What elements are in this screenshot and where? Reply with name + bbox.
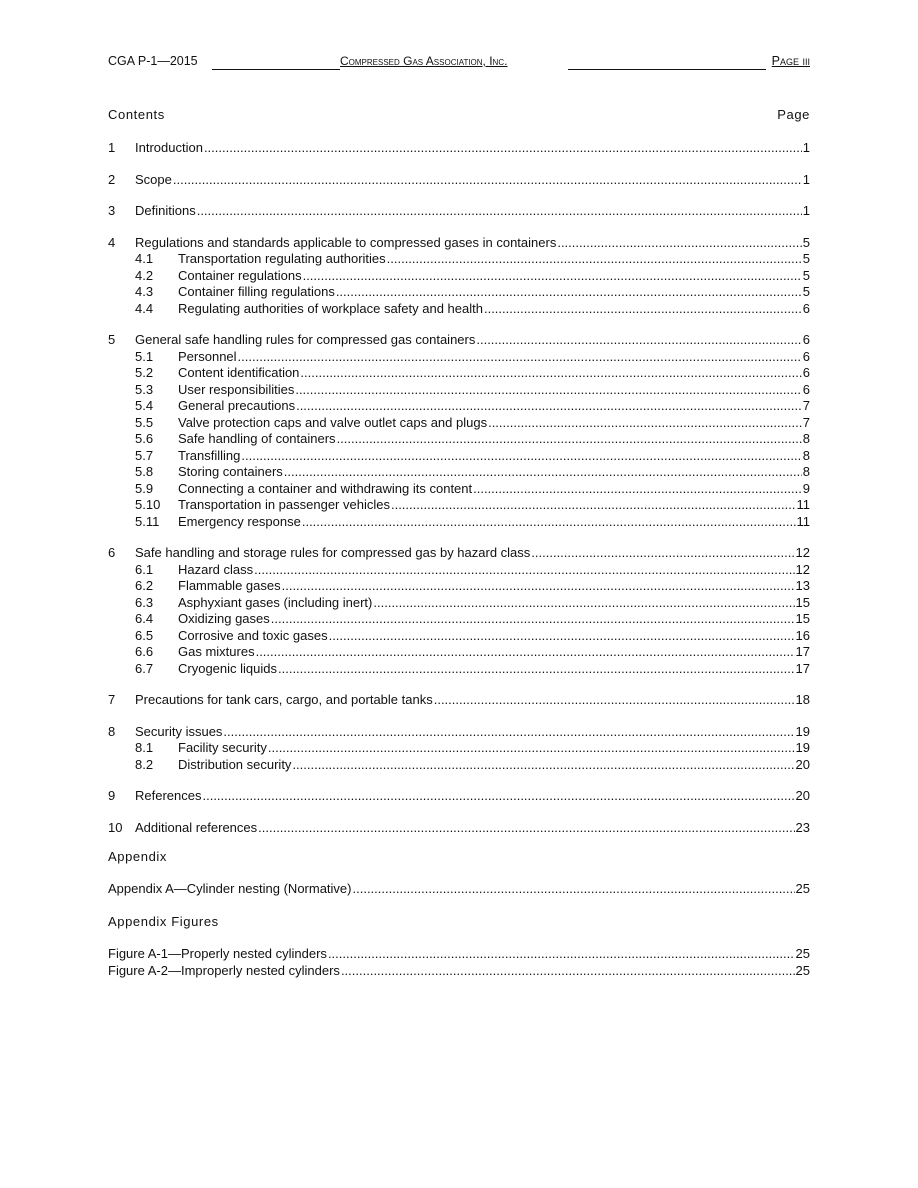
- toc-entry-page: 7: [802, 414, 810, 430]
- toc-entry-title: Regulating authorities of workplace safety and health: [178, 300, 483, 316]
- toc-section-group: [108, 545, 810, 677]
- toc-entry-number: 5.8: [135, 464, 154, 479]
- toc-subsection-entry[interactable]: [108, 481, 810, 498]
- toc-subsection-entry[interactable]: [108, 365, 810, 382]
- toc-entry-page: 16: [795, 627, 810, 643]
- appendix-figures-list: [108, 946, 810, 979]
- toc-subsection-entry[interactable]: [108, 578, 810, 595]
- toc-subsection-entry[interactable]: [108, 661, 810, 678]
- toc-entry-title: Introduction: [135, 140, 203, 155]
- toc-entry-title: Safe handling of containers: [178, 431, 336, 446]
- toc-entry-page: 7: [802, 398, 810, 413]
- toc-entry-number: 4.2: [135, 267, 154, 283]
- toc-subsection-entry[interactable]: [108, 448, 810, 465]
- toc-entry-title: Security issues: [135, 723, 223, 739]
- toc-subsection-entry[interactable]: [108, 562, 810, 579]
- toc-entry-number: 5.2: [135, 365, 154, 380]
- dot-leader: [292, 757, 794, 774]
- toc-subsection-entry[interactable]: [108, 740, 810, 757]
- dot-leader: [282, 578, 795, 595]
- toc-entry-page: 25: [795, 946, 810, 961]
- dot-leader: [341, 963, 795, 980]
- toc-entry-page: 5: [802, 267, 810, 283]
- toc-entry-number: 5.11: [135, 513, 160, 529]
- dot-leader: [296, 398, 802, 415]
- dot-leader: [434, 692, 795, 709]
- toc-entry-number: 7: [108, 692, 116, 707]
- toc-entry-page: 15: [795, 594, 810, 610]
- dot-leader: [204, 140, 802, 157]
- dot-leader: [258, 820, 794, 837]
- toc-entry-number: 8.2: [135, 756, 154, 772]
- toc-subsection-entry[interactable]: [108, 611, 810, 628]
- toc-entry-page: 6: [802, 332, 810, 347]
- toc-entry-number: 1: [108, 140, 116, 155]
- toc-entry-page: 18: [795, 692, 810, 707]
- toc-entry-title: Container filling regulations: [178, 284, 335, 299]
- toc-entry-page: 11: [796, 497, 810, 512]
- dot-leader: [300, 365, 801, 382]
- toc-section-group: [108, 692, 810, 709]
- toc-entry-page: 19: [795, 740, 810, 755]
- toc-entry-page: 12: [795, 561, 810, 577]
- toc-section-entry[interactable]: [108, 788, 810, 805]
- toc-subsection-entry[interactable]: [108, 644, 810, 661]
- toc-subsection-entry[interactable]: [108, 514, 810, 531]
- toc-entry-number: 6.1: [135, 561, 154, 577]
- toc-entry-number: 5: [108, 332, 116, 347]
- toc-entry-title: Connecting a container and withdrawing its content: [178, 480, 473, 496]
- toc-entry-page: 19: [795, 723, 810, 739]
- toc-section-group: [108, 332, 810, 530]
- toc-entry-title: Corrosive and toxic gases: [178, 627, 328, 643]
- dot-leader: [197, 203, 802, 220]
- toc-entry-title: Gas mixtures: [178, 644, 255, 659]
- toc-entry-number: 6.2: [135, 578, 154, 593]
- toc-entry-number: 4.3: [135, 284, 154, 299]
- dot-leader: [173, 172, 802, 189]
- toc-entry-page: 6: [802, 300, 810, 316]
- toc-section-group: [108, 235, 810, 318]
- toc-entry-page: 8: [802, 447, 810, 463]
- dot-leader: [387, 251, 802, 268]
- dot-leader: [241, 448, 801, 465]
- toc-entry-title: Storing containers: [178, 464, 283, 479]
- toc-entry-number: 9: [108, 788, 116, 803]
- toc-entry-page: 13: [795, 578, 810, 593]
- toc-entry-title: Flammable gases: [178, 578, 281, 593]
- header-page-number: Page iii: [771, 54, 810, 68]
- toc-entry-page: 5: [802, 284, 810, 299]
- dot-leader: [476, 332, 801, 349]
- toc-entry-title: Figure A-1—Properly nested cylinders: [108, 946, 327, 961]
- toc-subsection-entry[interactable]: [108, 268, 810, 285]
- toc-entry-page: 5: [802, 251, 810, 266]
- dot-leader: [373, 595, 794, 612]
- toc-entry-title: Figure A-2—Improperly nested cylinders: [108, 962, 340, 978]
- toc-entry-title: Regulations and standards applicable to compressed gases in containers: [135, 234, 557, 250]
- toc-entry-title: Precautions for tank cars, cargo, and portable tanks: [135, 692, 433, 707]
- appendix-heading: Appendix: [108, 849, 168, 864]
- dot-leader: [295, 382, 801, 399]
- toc-entry-number: 5.6: [135, 431, 154, 446]
- dot-leader: [284, 464, 802, 481]
- toc-entry-page: 23: [795, 819, 810, 835]
- toc-entry-title: References: [135, 788, 202, 803]
- toc-entry-number: 5.10: [135, 497, 161, 512]
- appendix-figure-entry[interactable]: [108, 946, 810, 963]
- dot-leader: [223, 724, 794, 741]
- toc-section-entry[interactable]: [108, 140, 810, 157]
- toc-heading-label: Contents: [108, 107, 165, 122]
- toc-page-column-label: Page: [777, 107, 810, 122]
- toc-section-group: [108, 724, 810, 774]
- toc-entry-page: 20: [795, 756, 810, 772]
- dot-leader: [238, 349, 802, 366]
- dot-leader: [353, 881, 795, 898]
- toc-entry-page: 20: [795, 788, 810, 803]
- toc-entry-page: 25: [795, 962, 810, 978]
- toc-entry-number: 5.1: [135, 348, 154, 364]
- toc-entry-number: 6: [108, 545, 116, 560]
- toc-entry-page: 1: [802, 140, 810, 155]
- toc-entry-number: 6.3: [135, 594, 154, 610]
- toc-entry-title: Content identification: [178, 365, 300, 380]
- toc-section-group: [108, 172, 810, 189]
- dot-leader: [336, 284, 802, 301]
- toc-entry-title: Emergency response: [178, 513, 301, 529]
- dot-leader: [278, 661, 795, 678]
- header-rule-left: [212, 69, 340, 70]
- toc-entry-page: 6: [802, 381, 810, 397]
- toc-entry-number: 4.1: [135, 251, 154, 266]
- toc-entry-number: 6.5: [135, 627, 154, 643]
- dot-leader: [303, 268, 802, 285]
- toc-subsection-entry[interactable]: [108, 349, 810, 366]
- toc-entry-number: 6.6: [135, 644, 154, 659]
- toc-section-entry[interactable]: [108, 692, 810, 709]
- dot-leader: [302, 514, 796, 531]
- dot-leader: [337, 431, 802, 448]
- toc-entry-number: 8.1: [135, 740, 154, 755]
- dot-leader: [391, 497, 796, 514]
- toc-subsection-entry[interactable]: [108, 415, 810, 432]
- table-of-contents: [108, 140, 810, 851]
- toc-entry-page: 6: [802, 365, 810, 380]
- dot-leader: [202, 788, 794, 805]
- toc-entry-title: Definitions: [135, 203, 196, 218]
- toc-section-entry[interactable]: [108, 203, 810, 220]
- toc-entry-number: 8: [108, 723, 116, 739]
- toc-entry-title: Scope: [135, 171, 172, 187]
- toc-entry-page: 15: [795, 611, 810, 626]
- toc-entry-title: General precautions: [178, 398, 296, 413]
- toc-entry-title: Personnel: [178, 348, 237, 364]
- header-doc-id: CGA P-1—2015: [108, 54, 198, 68]
- toc-subsection-entry[interactable]: [108, 251, 810, 268]
- toc-entry-number: 5.4: [135, 398, 154, 413]
- toc-entry-page: 25: [795, 881, 810, 896]
- toc-entry-page: 1: [802, 171, 810, 187]
- toc-entry-page: 8: [802, 431, 810, 446]
- page-header: [108, 54, 810, 72]
- toc-subsection-entry[interactable]: [108, 301, 810, 318]
- toc-subsection-entry[interactable]: [108, 382, 810, 399]
- toc-section-entry[interactable]: [108, 545, 810, 562]
- toc-section-group: [108, 788, 810, 805]
- toc-entry-title: Transfilling: [178, 447, 241, 463]
- toc-entry-title: Valve protection caps and valve outlet caps and plugs: [178, 414, 488, 430]
- toc-subsection-entry[interactable]: [108, 464, 810, 481]
- toc-entry-title: Container regulations: [178, 267, 302, 283]
- toc-entry-number: 5.5: [135, 414, 154, 430]
- header-organization: Compressed Gas Association, Inc.: [340, 54, 508, 68]
- toc-section-entry[interactable]: [108, 235, 810, 252]
- dot-leader: [329, 628, 795, 645]
- toc-entry-number: 4: [108, 234, 116, 250]
- toc-entry-page: 12: [795, 545, 810, 560]
- appendix-list: [108, 881, 810, 898]
- toc-section-entry[interactable]: [108, 724, 810, 741]
- toc-entry-title: Appendix A—Cylinder nesting (Normative): [108, 881, 352, 896]
- toc-entry-number: 2: [108, 171, 116, 187]
- toc-entry-page: 17: [795, 644, 810, 659]
- toc-entry-number: 5.3: [135, 381, 154, 397]
- toc-heading: [108, 107, 810, 122]
- toc-entry-title: Cryogenic liquids: [178, 660, 277, 676]
- dot-leader: [268, 740, 795, 757]
- toc-section-group: [108, 203, 810, 220]
- appendix-figures-heading: Appendix Figures: [108, 914, 219, 929]
- toc-entry-number: 6.4: [135, 611, 154, 626]
- toc-entry-title: Oxidizing gases: [178, 611, 270, 626]
- appendix-figure-entry[interactable]: [108, 963, 810, 980]
- toc-entry-page: 11: [796, 513, 810, 529]
- toc-subsection-entry[interactable]: [108, 284, 810, 301]
- toc-entry-title: Distribution security: [178, 756, 292, 772]
- toc-section-entry[interactable]: [108, 172, 810, 189]
- dot-leader: [254, 562, 794, 579]
- toc-entry-title: Additional references: [135, 819, 258, 835]
- toc-entry-page: 6: [802, 348, 810, 364]
- toc-entry-number: 5.7: [135, 447, 154, 463]
- dot-leader: [488, 415, 802, 432]
- toc-entry-number: 4.4: [135, 300, 154, 316]
- toc-section-group: [108, 820, 810, 837]
- toc-entry-page: 17: [795, 660, 810, 676]
- dot-leader: [256, 644, 795, 661]
- toc-subsection-entry[interactable]: [108, 398, 810, 415]
- toc-entry-page: 8: [802, 464, 810, 479]
- toc-entry-title: Asphyxiant gases (including inert): [178, 594, 373, 610]
- dot-leader: [328, 946, 795, 963]
- toc-entry-page: 5: [802, 234, 810, 250]
- toc-entry-page: 1: [802, 203, 810, 218]
- appendix-entry[interactable]: [108, 881, 810, 898]
- header-rule-right: [568, 69, 766, 70]
- toc-section-group: [108, 140, 810, 157]
- dot-leader: [484, 301, 802, 318]
- dot-leader: [473, 481, 802, 498]
- toc-entry-number: 3: [108, 203, 116, 218]
- toc-entry-title: Hazard class: [178, 561, 254, 577]
- toc-subsection-entry[interactable]: [108, 757, 810, 774]
- dot-leader: [271, 611, 795, 628]
- toc-entry-title: Safe handling and storage rules for compressed gas by hazard class: [135, 545, 531, 560]
- toc-entry-title: Transportation in passenger vehicles: [178, 497, 390, 512]
- toc-entry-title: User responsibilities: [178, 381, 295, 397]
- toc-subsection-entry[interactable]: [108, 595, 810, 612]
- toc-section-entry[interactable]: [108, 820, 810, 837]
- toc-subsection-entry[interactable]: [108, 628, 810, 645]
- toc-entry-title: Facility security: [178, 740, 267, 755]
- dot-leader: [557, 235, 801, 252]
- toc-entry-number: 10: [108, 819, 123, 835]
- toc-entry-number: 6.7: [135, 660, 154, 676]
- toc-entry-title: Transportation regulating authorities: [178, 251, 386, 266]
- toc-subsection-entry[interactable]: [108, 497, 810, 514]
- dot-leader: [531, 545, 794, 562]
- toc-entry-title: General safe handling rules for compressed gas containers: [135, 332, 476, 347]
- toc-section-entry[interactable]: [108, 332, 810, 349]
- toc-entry-page: 9: [802, 480, 810, 496]
- toc-entry-number: 5.9: [135, 480, 154, 496]
- toc-subsection-entry[interactable]: [108, 431, 810, 448]
